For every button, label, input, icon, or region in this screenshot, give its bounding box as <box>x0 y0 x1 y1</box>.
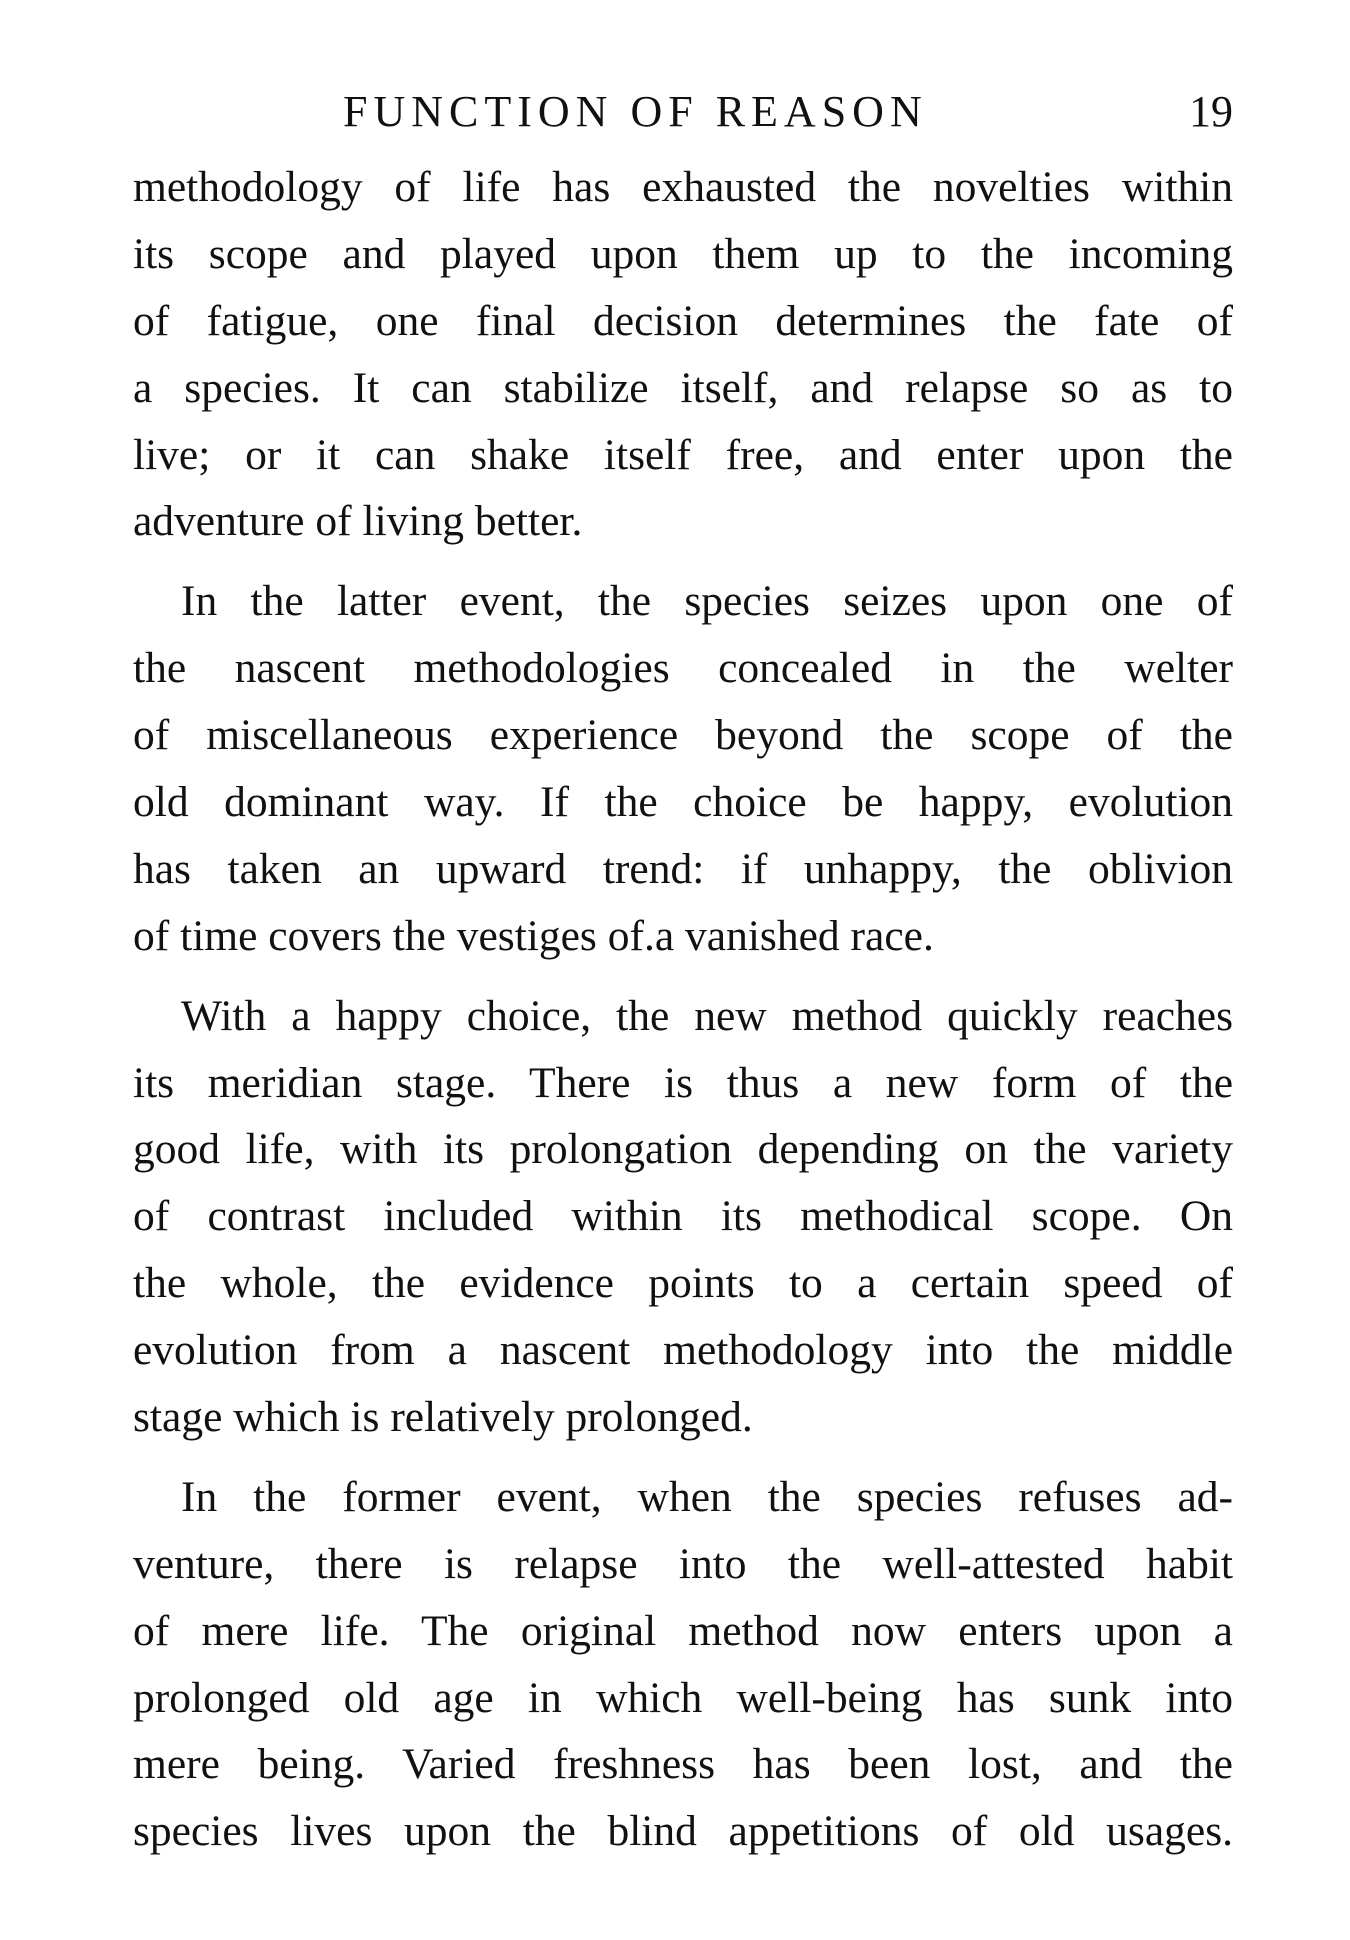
running-head: FUNCTION OF REASON <box>343 87 928 136</box>
text-line: of contrast included within its methodical scope. On <box>133 1192 1233 1241</box>
text-line: live; or it can shake itself free, and enter upon the <box>133 430 1233 479</box>
text-line: the whole, the evidence points to a certain speed of <box>133 1259 1233 1308</box>
text-line: mere being. Varied freshness has been lost, and the <box>133 1740 1233 1789</box>
text-line: In the former event, when the species refuses ad- <box>181 1472 1233 1521</box>
text-line: its meridian stage. There is thus a new form of the <box>133 1058 1233 1107</box>
text-line: methodology of life has exhausted the novelties within <box>133 163 1233 211</box>
book-page <box>133 84 1233 1878</box>
text-line: In the latter event, the species seizes upon one of <box>181 577 1233 626</box>
text-line: adventure of living better. <box>133 497 583 546</box>
text-line: venture, there is relapse into the well-attested habit <box>133 1539 1233 1588</box>
text-line: of time covers the vestiges of.a vanished race. <box>133 911 934 960</box>
text-line: stage which is relatively prolonged. <box>133 1393 753 1442</box>
text-line: has taken an upward trend: if unhappy, the oblivion <box>133 844 1233 893</box>
page-header <box>133 84 1233 140</box>
paragraph-4 <box>133 1464 1233 1865</box>
text-line: of fatigue, one final decision determines the fate of <box>133 296 1233 345</box>
body-text <box>133 154 1233 1865</box>
paragraph-1 <box>133 154 1233 555</box>
page-number: 19 <box>1189 87 1233 136</box>
text-line: evolution from a nascent methodology into the middle <box>133 1326 1233 1375</box>
text-line: species lives upon the blind appetitions of old usages. <box>133 1807 1233 1856</box>
text-line: prolonged old age in which well-being has sunk into <box>133 1673 1233 1722</box>
paragraph-2 <box>133 568 1233 969</box>
text-line: of mere life. The original method now enters upon a <box>133 1606 1233 1655</box>
text-line: the nascent methodologies concealed in the welter <box>133 644 1233 693</box>
paragraph-3 <box>133 983 1233 1451</box>
text-line: old dominant way. If the choice be happy, evolution <box>133 778 1233 827</box>
text-line: its scope and played upon them up to the incoming <box>133 229 1233 278</box>
text-line: a species. It can stabilize itself, and relapse so as to <box>133 363 1233 412</box>
text-line: good life, with its prolongation depending on the variety <box>133 1125 1233 1174</box>
text-line: of miscellaneous experience beyond the scope of the <box>133 711 1233 760</box>
text-line: With a happy choice, the new method quickly reaches <box>181 991 1233 1040</box>
